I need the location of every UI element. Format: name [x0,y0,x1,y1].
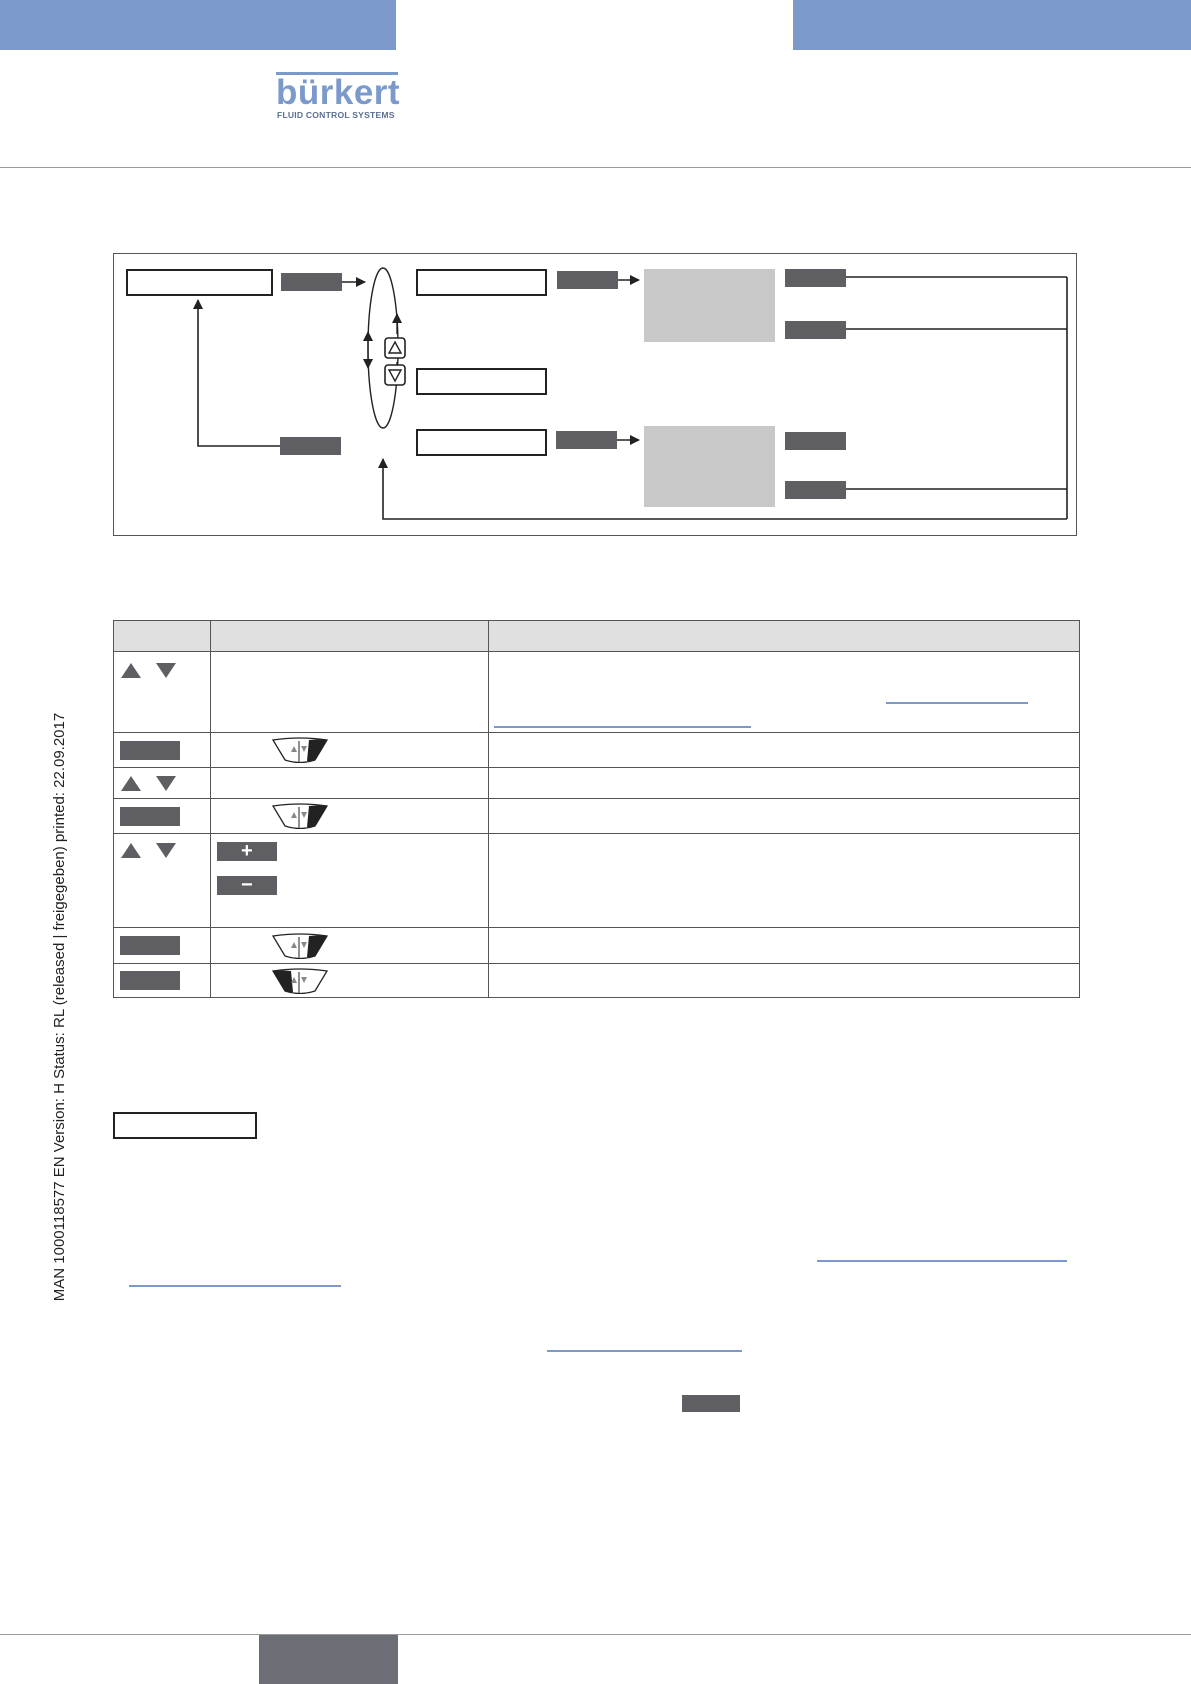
key-cell [114,652,211,733]
logo-tagline: FLUID CONTROL SYSTEMS [277,110,395,120]
function-cell [488,733,1079,768]
table-header-row [114,621,1080,652]
header-bar-left [0,0,396,50]
table-row [114,652,1080,733]
cross-reference-link-b[interactable] [494,726,751,728]
keypad-left-icon [271,968,329,994]
minus-key-label: − [217,876,277,895]
triangle-down-icon [156,843,176,858]
logo-name: bürkert [276,73,401,112]
cross-reference-link-d[interactable] [129,1285,341,1287]
action-cell [210,964,488,998]
keypad-right-icon [271,803,329,829]
table-row [114,928,1080,964]
header-cell-key [114,621,211,652]
menu-navigation-diagram [113,253,1077,536]
header-bar-right [793,0,1191,50]
up-arrow-key-icon [384,337,406,359]
dark-key-label [120,971,180,990]
key-cell [114,768,211,799]
key-cell [114,799,211,834]
table-row [114,964,1080,998]
header-cell-action [210,621,488,652]
document-status-note: MAN 1000118577 EN Version: H Status: RL (released | freigegeben) printed: 22.09.2017 [51,712,68,1302]
key-cell [114,733,211,768]
dark-key-label [120,741,180,760]
key-function-table [113,620,1080,998]
key-cell [114,964,211,998]
dark-key-label [120,936,180,955]
triangle-up-icon [121,776,141,791]
action-cell [210,768,488,799]
key-cell [114,928,211,964]
triangle-down-icon [156,776,176,791]
triangle-up-icon [121,843,141,858]
triangle-up-icon [121,663,141,678]
footer-rule [0,1634,1191,1635]
function-cell [488,652,1079,733]
inline-key-label [682,1395,740,1412]
keypad-right-icon [271,933,329,959]
keypad-right-icon [271,737,329,763]
cross-reference-link-e[interactable] [547,1350,742,1352]
table-row [114,768,1080,799]
action-cell [210,652,488,733]
header-rule [0,167,1191,168]
action-cell [210,928,488,964]
plus-key-label: + [217,842,277,861]
function-cell [488,768,1079,799]
header-cell-function [488,621,1079,652]
table-row [114,799,1080,834]
cross-reference-link-a[interactable] [886,702,1028,704]
action-cell [210,834,488,928]
function-cell [488,928,1079,964]
action-cell [210,733,488,768]
key-cell [114,834,211,928]
table-row [114,733,1080,768]
dark-key-label [120,807,180,826]
cross-reference-link-c[interactable] [817,1260,1067,1262]
menu-item-box [113,1112,257,1139]
triangle-down-icon [156,663,176,678]
burkert-logo [276,72,401,122]
function-cell [488,834,1079,928]
action-cell [210,799,488,834]
table-row [114,834,1080,928]
down-arrow-key-icon [384,364,406,386]
function-cell [488,964,1079,998]
function-cell [488,799,1079,834]
diagram-connectors [114,254,1076,535]
page-number-tab [259,1635,398,1684]
